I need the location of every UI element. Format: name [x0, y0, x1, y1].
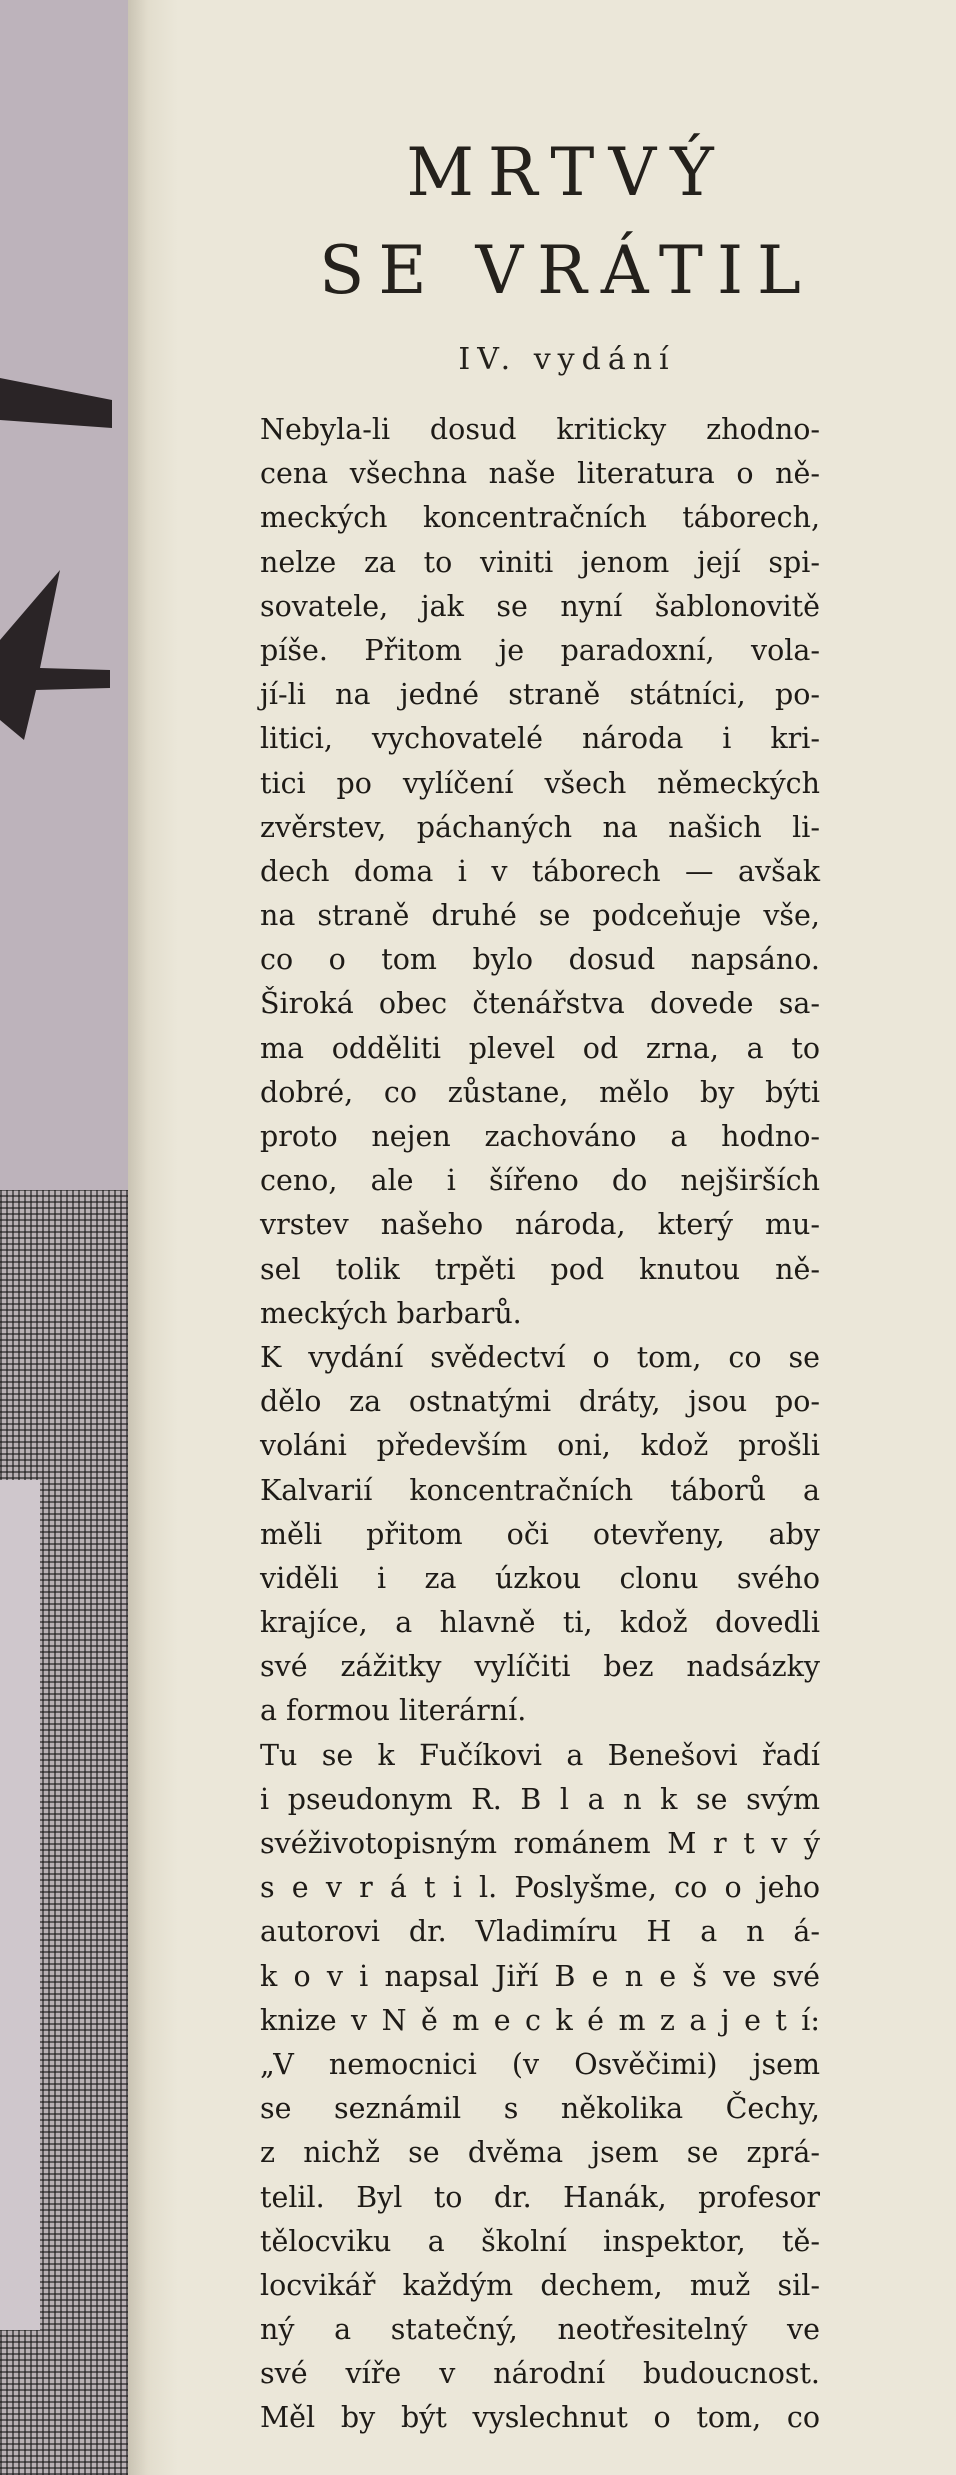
text-line: Nebyla-li dosud kriticky zhodno- [260, 413, 820, 446]
text-line: dobré, co zůstane, mělo by býti [260, 1075, 820, 1109]
text-line: a formou literární. [260, 1694, 527, 1728]
text-line: měli přitom oči otevřeny, aby [260, 1517, 820, 1551]
text-line: tělocviku a školní inspektor, tě- [260, 2224, 820, 2258]
text-line: K vydání svědectví o tom, co se [260, 1340, 820, 1374]
text-line: voláni především oni, kdož prošli [260, 1429, 820, 1463]
paragraph [260, 1734, 820, 2441]
text-line: nelze za to viniti jenom její spi- [260, 545, 820, 579]
book-title-line-1: MRTVÝ [406, 134, 728, 211]
book-cover-edge [0, 0, 128, 2475]
book-title-line-2: SE VRÁTIL [319, 232, 815, 309]
text-line: sel tolik trpěti pod knutou ně- [260, 1252, 820, 1286]
text-line: litici, vychovatelé národa i kri- [260, 722, 820, 756]
text-line: zvěrstev, páchaných na našich li- [260, 810, 820, 844]
text-line: autorovi dr. Vladimíru H a n á- [260, 1915, 820, 1949]
paragraph [260, 408, 820, 1336]
text-line: Tu se k Fučíkovi a Benešovi řadí [260, 1738, 820, 1772]
cover-spike-shape [0, 570, 110, 740]
text-line: cena všechna naše literatura o ně- [260, 457, 820, 491]
page-fold-shadow [128, 0, 178, 2475]
text-line: telil. Byl to dr. Hanák, profesor [260, 2180, 820, 2214]
text-line: i pseudonym R. B l a n k se svým [260, 1782, 820, 1816]
text-line: Měl by být vyslechnut o tom, co [260, 2401, 820, 2435]
text-line: vrstev našeho národa, který mu- [260, 1208, 820, 1242]
text-line: viděli i za úzkou clonu svého [260, 1561, 820, 1595]
text-line: „V nemocnici (v Osvěčimi) jsem [260, 2047, 820, 2081]
text-line: ný a statečný, neotřesitelný ve [260, 2313, 820, 2347]
text-line: knize v N ě m e c k é m z a j e t í: [260, 2003, 820, 2037]
cover-light-area [0, 1480, 40, 2330]
text-line: Široká obec čtenářstva dovede sa- [260, 987, 820, 1021]
text-line: co o tom bylo dosud napsáno. [260, 943, 820, 977]
text-line: meckých barbarů. [260, 1296, 522, 1330]
book-flap-page [178, 0, 956, 2475]
text-line: tici po vylíčení všech německých [260, 766, 820, 800]
text-line: Kalvarií koncentračních táborů a [260, 1473, 820, 1507]
text-line: proto nejen zachováno a hodno- [260, 1120, 820, 1153]
edition-label: IV. vydání [458, 342, 676, 377]
text-line: dech doma i v táborech — avšak [260, 854, 820, 888]
blurb-text [260, 408, 820, 2441]
text-line: dělo za ostnatými dráty, jsou po- [260, 1385, 820, 1419]
text-line: meckých koncentračních táborech, [260, 501, 820, 535]
text-line: píše. Přitom je paradoxní, vola- [260, 633, 820, 667]
text-line: z nichž se dvěma jsem se zprá- [260, 2136, 820, 2170]
text-line: locvikář každým dechem, muž sil- [260, 2268, 820, 2302]
text-line: své víře v národní budoucnost. [260, 2357, 820, 2391]
text-line: své zážitky vylíčiti bez nadsázky [260, 1650, 820, 1684]
text-line: ma odděliti plevel od zrna, a to [260, 1031, 820, 1065]
cover-arrow-shape [0, 378, 112, 428]
text-line: jí-li na jedné straně státníci, po- [260, 678, 820, 712]
paragraph [260, 1336, 820, 1734]
text-line: na straně druhé se podceňuje vše, [260, 899, 820, 933]
text-line: ceno, ale i šířeno do nejširších [260, 1164, 820, 1198]
text-line: krajíce, a hlavně ti, kdož dovedli [260, 1606, 820, 1640]
text-line: svéživotopisným románem M r t v ý [260, 1827, 820, 1860]
text-line: sovatele, jak se nyní šablonovitě [260, 589, 820, 623]
text-line: k o v i napsal Jiří B e n e š ve své [260, 1959, 820, 1993]
text-line: s e v r á t i l. Poslyšme, co o jeho [260, 1871, 820, 1905]
text-line: se seznámil s několika Čechy, [260, 2092, 820, 2126]
cover-artwork [0, 0, 128, 1200]
